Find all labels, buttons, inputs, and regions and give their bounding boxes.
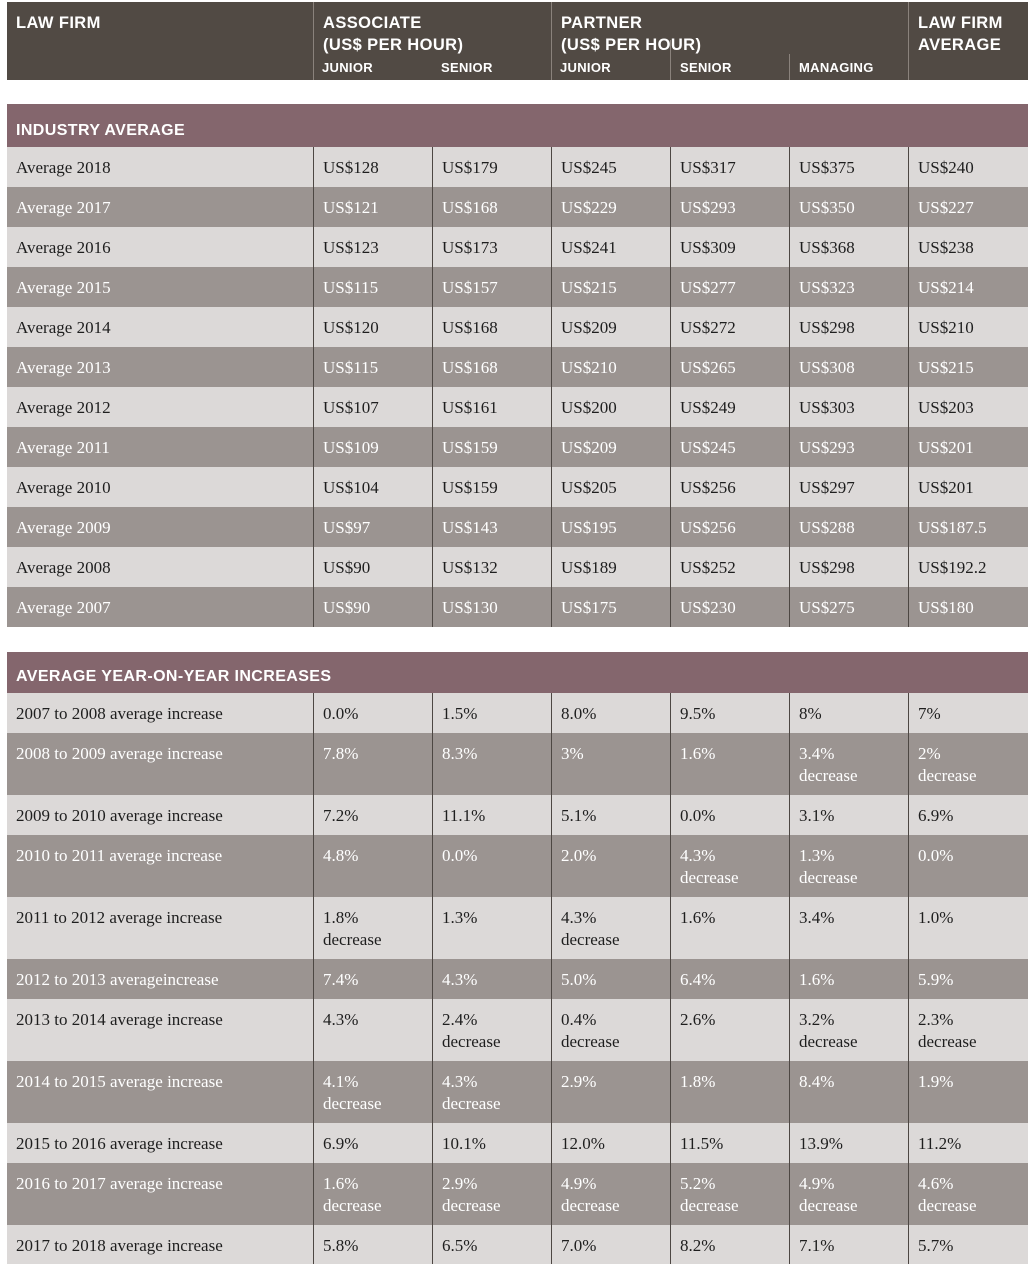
table-cell: US$192.2	[908, 547, 1028, 587]
table-cell: 3.1%	[789, 795, 908, 835]
table-cell: US$309	[670, 227, 789, 267]
table-cell: US$240	[908, 147, 1028, 187]
row-label: Average 2018	[16, 158, 111, 177]
table-cell: 7%	[908, 693, 1028, 733]
table-cell: 6.9%	[908, 795, 1028, 835]
table-cell: US$256	[670, 467, 789, 507]
table-cell: 7.1%	[789, 1225, 908, 1264]
row-label: 2010 to 2011 average increase	[16, 846, 223, 865]
table-row	[7, 547, 1028, 587]
table-cell: US$175	[551, 587, 670, 627]
table-cell: US$161	[432, 387, 551, 427]
table-cell: US$201	[908, 427, 1028, 467]
subheader-junior: JUNIOR	[322, 60, 373, 75]
subheader-junior-partner: JUNIOR	[560, 60, 611, 75]
year-on-year-rows	[7, 693, 1028, 1264]
subheader-managing: MANAGING	[799, 60, 874, 75]
table-cell: 2.9%	[551, 1061, 670, 1123]
table-cell: 1.8% decrease	[313, 897, 432, 959]
row-label: Average 2011	[16, 438, 110, 457]
table-cell: 4.3%	[313, 999, 432, 1061]
table-cell: US$121	[313, 187, 432, 227]
table-cell: US$168	[432, 307, 551, 347]
table-cell: US$195	[551, 507, 670, 547]
table-cell: US$256	[670, 507, 789, 547]
table-cell: 2.3% decrease	[908, 999, 1028, 1061]
table-cell: 11.5%	[670, 1123, 789, 1163]
table-cell: US$109	[313, 427, 432, 467]
table-cell: US$229	[551, 187, 670, 227]
table-cell: 13.9%	[789, 1123, 908, 1163]
row-label: 2016 to 2017 average increase	[16, 1174, 223, 1193]
table-cell: 4.3% decrease	[432, 1061, 551, 1123]
table-row	[7, 835, 1028, 897]
table-cell: 5.9%	[908, 959, 1028, 999]
table-row	[7, 897, 1028, 959]
table-cell: US$298	[789, 307, 908, 347]
table-cell: 0.4% decrease	[551, 999, 670, 1061]
table-cell: 4.3%	[432, 959, 551, 999]
table-row	[7, 147, 1028, 187]
table-row	[7, 733, 1028, 795]
table-cell: 0.0%	[432, 835, 551, 897]
table-cell: 6.4%	[670, 959, 789, 999]
table-cell: US$159	[432, 427, 551, 467]
industry-average-rows	[7, 147, 1028, 627]
table-row	[7, 427, 1028, 467]
table-row	[7, 1225, 1028, 1264]
table-cell: US$210	[908, 307, 1028, 347]
table-cell: US$157	[432, 267, 551, 307]
table-cell: 4.3% decrease	[551, 897, 670, 959]
table-cell: US$288	[789, 507, 908, 547]
table-cell: US$215	[908, 347, 1028, 387]
row-label: Average 2017	[16, 198, 111, 217]
row-label: 2015 to 2016 average increase	[16, 1134, 223, 1153]
table-cell: 1.6% decrease	[313, 1163, 432, 1225]
table-cell: US$120	[313, 307, 432, 347]
table-header	[7, 2, 1028, 80]
table-cell: 3%	[551, 733, 670, 795]
table-cell: US$245	[670, 427, 789, 467]
table-cell: US$245	[551, 147, 670, 187]
table-row	[7, 227, 1028, 267]
table-cell: 10.1%	[432, 1123, 551, 1163]
row-label: 2009 to 2010 average increase	[16, 806, 223, 825]
table-cell: 1.5%	[432, 693, 551, 733]
table-cell: US$272	[670, 307, 789, 347]
table-cell: 1.8%	[670, 1061, 789, 1123]
table-cell: 8.3%	[432, 733, 551, 795]
table-cell: 1.6%	[670, 897, 789, 959]
table-cell: 7.2%	[313, 795, 432, 835]
table-cell: US$293	[670, 187, 789, 227]
table-cell: US$209	[551, 427, 670, 467]
table-cell: 7.4%	[313, 959, 432, 999]
table-cell: US$132	[432, 547, 551, 587]
table-cell: US$130	[432, 587, 551, 627]
table-cell: 11.1%	[432, 795, 551, 835]
table-row	[7, 507, 1028, 547]
table-cell: US$317	[670, 147, 789, 187]
table-cell: US$200	[551, 387, 670, 427]
table-cell: 4.1% decrease	[313, 1061, 432, 1123]
table-cell: 3.2% decrease	[789, 999, 908, 1061]
table-cell: US$227	[908, 187, 1028, 227]
header-associate: ASSOCIATE (US$ PER HOUR)	[313, 2, 551, 80]
table-row	[7, 999, 1028, 1061]
table-cell: US$180	[908, 587, 1028, 627]
row-label: Average 2016	[16, 238, 111, 257]
table-cell: US$90	[313, 547, 432, 587]
table-cell: US$115	[313, 347, 432, 387]
row-label: 2007 to 2008 average increase	[16, 704, 223, 723]
row-label: 2013 to 2014 average increase	[16, 1010, 223, 1029]
section-industry-average: INDUSTRY AVERAGE	[7, 104, 1028, 147]
table-cell: 9.5%	[670, 693, 789, 733]
row-label: Average 2008	[16, 558, 111, 577]
subheader-senior: SENIOR	[441, 60, 493, 75]
table-cell: 0.0%	[908, 835, 1028, 897]
table-cell: US$210	[551, 347, 670, 387]
row-label: Average 2010	[16, 478, 111, 497]
row-label: 2014 to 2015 average increase	[16, 1072, 223, 1091]
table-cell: US$293	[789, 427, 908, 467]
table-row	[7, 467, 1028, 507]
table-cell: 1.0%	[908, 897, 1028, 959]
table-cell: 8.2%	[670, 1225, 789, 1264]
table-cell: US$168	[432, 347, 551, 387]
row-label: 2012 to 2013 averageincrease	[16, 970, 219, 989]
table-cell: US$214	[908, 267, 1028, 307]
table-row	[7, 1123, 1028, 1163]
table-cell: 11.2%	[908, 1123, 1028, 1163]
row-label: 2017 to 2018 average increase	[16, 1236, 223, 1255]
table-cell: US$265	[670, 347, 789, 387]
table-cell: US$159	[432, 467, 551, 507]
table-cell: US$90	[313, 587, 432, 627]
table-cell: 4.9% decrease	[789, 1163, 908, 1225]
table-row	[7, 347, 1028, 387]
table-cell: US$323	[789, 267, 908, 307]
rates-table	[7, 0, 1028, 1264]
table-cell: 2% decrease	[908, 733, 1028, 795]
table-cell: 6.9%	[313, 1123, 432, 1163]
table-cell: 3.4% decrease	[789, 733, 908, 795]
table-cell: 2.0%	[551, 835, 670, 897]
table-cell: 8.4%	[789, 1061, 908, 1123]
table-cell: US$209	[551, 307, 670, 347]
table-cell: US$277	[670, 267, 789, 307]
table-cell: 0.0%	[670, 795, 789, 835]
table-cell: US$375	[789, 147, 908, 187]
table-cell: 8.0%	[551, 693, 670, 733]
table-row	[7, 587, 1028, 627]
table-cell: 4.6% decrease	[908, 1163, 1028, 1225]
row-label: 2011 to 2012 average increase	[16, 908, 223, 927]
table-cell: US$308	[789, 347, 908, 387]
table-cell: 1.6%	[789, 959, 908, 999]
row-label: Average 2015	[16, 278, 111, 297]
table-cell: US$297	[789, 467, 908, 507]
table-row	[7, 1163, 1028, 1225]
table-cell: 8%	[789, 693, 908, 733]
table-cell: 2.9% decrease	[432, 1163, 551, 1225]
table-cell: US$143	[432, 507, 551, 547]
table-cell: US$241	[551, 227, 670, 267]
table-cell: 1.9%	[908, 1061, 1028, 1123]
table-cell: US$303	[789, 387, 908, 427]
table-cell: 2.4% decrease	[432, 999, 551, 1061]
row-label: Average 2007	[16, 598, 111, 617]
table-row	[7, 307, 1028, 347]
table-cell: 6.5%	[432, 1225, 551, 1264]
table-row	[7, 267, 1028, 307]
table-cell: US$249	[670, 387, 789, 427]
table-row	[7, 1061, 1028, 1123]
table-cell: 0.0%	[313, 693, 432, 733]
table-cell: US$168	[432, 187, 551, 227]
table-cell: US$107	[313, 387, 432, 427]
row-label: Average 2009	[16, 518, 111, 537]
table-cell: US$97	[313, 507, 432, 547]
table-row	[7, 959, 1028, 999]
section-year-on-year: AVERAGE YEAR-ON-YEAR INCREASES	[7, 652, 1028, 693]
table-cell: 1.3% decrease	[789, 835, 908, 897]
table-cell: US$123	[313, 227, 432, 267]
table-cell: US$238	[908, 227, 1028, 267]
table-cell: US$205	[551, 467, 670, 507]
row-label: 2008 to 2009 average increase	[16, 744, 223, 763]
table-cell: US$298	[789, 547, 908, 587]
table-cell: US$252	[670, 547, 789, 587]
table-cell: US$201	[908, 467, 1028, 507]
table-cell: 5.1%	[551, 795, 670, 835]
table-cell: 5.8%	[313, 1225, 432, 1264]
table-cell: US$189	[551, 547, 670, 587]
table-cell: US$173	[432, 227, 551, 267]
row-label: Average 2012	[16, 398, 111, 417]
table-cell: US$368	[789, 227, 908, 267]
table-cell: 4.8%	[313, 835, 432, 897]
table-cell: 7.8%	[313, 733, 432, 795]
subheader-senior-partner: SENIOR	[680, 60, 732, 75]
table-cell: US$275	[789, 587, 908, 627]
table-cell: US$179	[432, 147, 551, 187]
table-cell: US$215	[551, 267, 670, 307]
header-partner: PARTNER (US$ PER HOUR)	[551, 2, 908, 80]
table-cell: 5.0%	[551, 959, 670, 999]
table-row	[7, 187, 1028, 227]
table-cell: 7.0%	[551, 1225, 670, 1264]
table-cell: 4.3% decrease	[670, 835, 789, 897]
header-law-firm: LAW FIRM	[16, 14, 101, 32]
table-cell: US$115	[313, 267, 432, 307]
table-row	[7, 795, 1028, 835]
table-cell: 1.3%	[432, 897, 551, 959]
table-cell: US$203	[908, 387, 1028, 427]
table-cell: 5.7%	[908, 1225, 1028, 1264]
table-cell: 1.6%	[670, 733, 789, 795]
row-label: Average 2014	[16, 318, 111, 337]
table-cell: US$187.5	[908, 507, 1028, 547]
table-cell: US$104	[313, 467, 432, 507]
table-cell: 3.4%	[789, 897, 908, 959]
table-row	[7, 693, 1028, 733]
table-cell: US$128	[313, 147, 432, 187]
table-cell: 5.2% decrease	[670, 1163, 789, 1225]
table-cell: US$350	[789, 187, 908, 227]
table-cell: US$230	[670, 587, 789, 627]
table-row	[7, 387, 1028, 427]
row-label: Average 2013	[16, 358, 111, 377]
table-cell: 12.0%	[551, 1123, 670, 1163]
table-cell: 4.9% decrease	[551, 1163, 670, 1225]
header-law-firm-average: LAW FIRM AVERAGE	[908, 2, 1028, 80]
table-cell: 2.6%	[670, 999, 789, 1061]
